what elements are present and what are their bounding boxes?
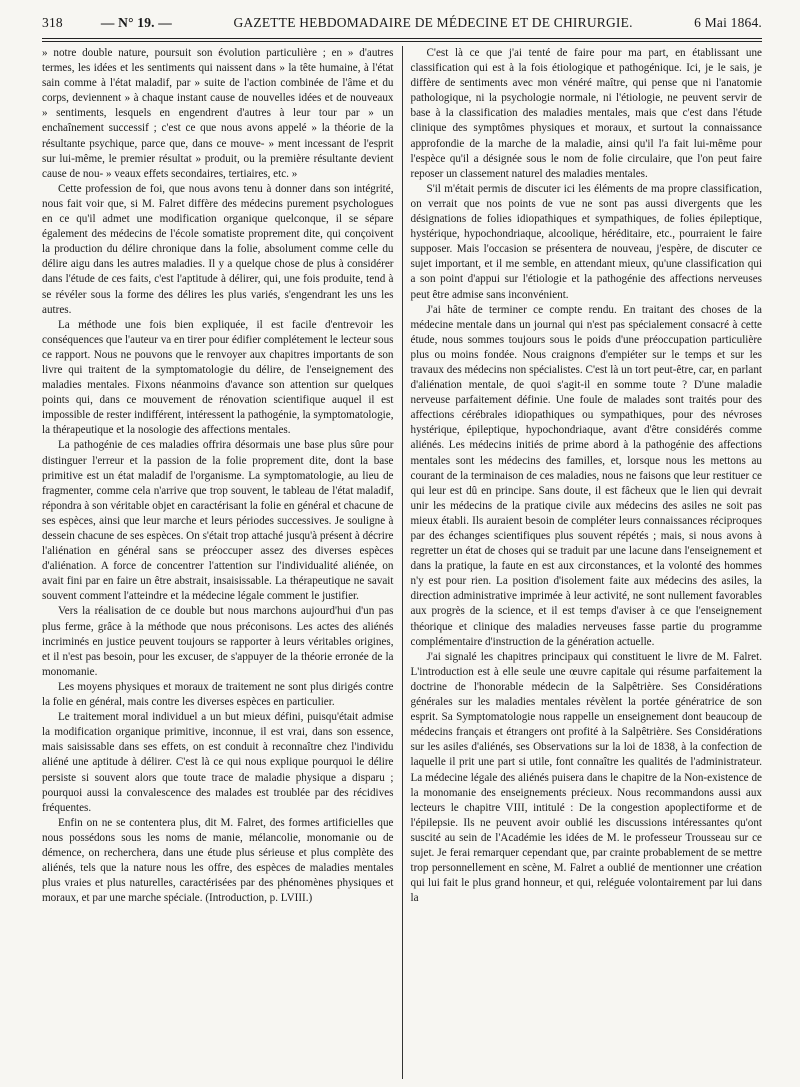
paragraph: Le traitement moral individuel a un but mieux défini, puisqu'était admise la modification organique primitive, inconnue, il est vrai, dans son essence, mais saisissable dans ses effets, on est conduit à reconnaître chez l'individu aliéné une aptitude à délirer. C'est là ce qui nous explique pourquoi le délire persiste si souvent alors que toute trace de maladie physique a disparu ; pourquoi aussi la convalescence des malades est troublée par des récidives fréquentes. [42, 711, 394, 814]
left-column [42, 46, 402, 1079]
paragraph: S'il m'était permis de discuter ici les éléments de ma propre classification, on verrait que nos points de vue ne sont pas aussi divergents que les désignations de folies idiopathiques et sympathiques, de folies épileptique, hystérique, hypochondriaque, alcoolique, héréditaire, etc., pourraient le faire supposer. Mais l'occasion se présentera de nouveau, j'espère, de discuter ce sujet important, et il me semble, en attendant mieux, qu'une classification qui a son point d'appui sur l'étiologie et la pathogénie des affections nerveuses peut être admise sans inconvénient. [410, 182, 762, 301]
paragraph: Vers la réalisation de ce double but nous marchons aujourd'hui d'un pas plus ferme, grâce à la méthode que nous préconisons. Les actes des aliénés incriminés en justice peuvent toujours se rapporter à leurs véritables origines, et il n'est pas besoin, pour les excuser, de s'appuyer de la théorie erronée de la monomanie. [42, 605, 394, 678]
paragraph: J'ai signalé les chapitres principaux qui constituent le livre de M. Falret. L'introduction est à elle seule une œuvre capitale qui résume parfaitement la doctrine de l'honorable médecin de la Salpêtrière. Ses Considérations générales sur les maladies mentales révèlent la portée génératrice de son esprit. Sa Symptomatologie nous rappelle un enseignement dont beaucoup de médecins français et étrangers ont profité à la Salpêtrière. Ses Considérations sur les asiles d'aliénés, ses Observations sur la loi de 1838, à la confection de laquelle il prit une part si utile, font connaître les qualités de l'administrateur. La médecine légale des aliénés puisera dans le chapitre de la Non-existence de la monomanie des enseignements précieux. Nous recommandons aussi aux lecteurs le chapitre VIII, intitulé : De la congestion apoplectiforme et de l'épilepsie. Ils ne peuvent avoir oublié les discussions intéressantes qu'ont suscité au sein de l'Académie les idées de M. le professeur Trousseau sur ce sujet. Je ferai remarquer cependant que, par crainte probablement de se mettre trop personnellement en scène, M. Falret a oublié de mentionner une création qui lui fait le plus grand honneur, et qui, reléguée volontairement par lui dans la [410, 650, 762, 905]
text-columns [42, 46, 762, 1079]
paragraph: La méthode une fois bien expliquée, il est facile d'entrevoir les conséquences que l'auteur va en tirer pour édifier complétement le lecteur sous ce rapport. Nous ne pouvons que le renvoyer aux chapitres importants de son livre qui traitent de la symptomatologie du délire, de l'enseignement des maladies mentales. Fixons néanmoins d'avance son attention sur quelques points qui, dans ce mouvement de rénovation scientifique auquel il est impossible de rester indifférent, intéressent la pathogénie, la symptomatologie, la thérapeutique et la nosologie des affections mentales. [42, 318, 394, 437]
right-column [402, 46, 763, 1079]
issue-number: — N° 19. — [100, 15, 173, 30]
paragraph: » notre double nature, poursuit son évolution particulière ; en » d'autres termes, les idées et les sentiments qui naissent dans » la tête humaine, à l'état sain comme à l'état maladif, par » suite de l'action combinée de l'âme et du corps, deviennent » à chaque instant cause de nouvelles idées et de nouveaux » sentiments, lesquels en engendrent d'autres à leur tour par » un enchaînement successif ; c'est ce que nous avons appelé » la théorie de la résultante psychique, parce que, dans ce mouve- » ment incessant de l'esprit sur lui-même, le premier résultat » produit, ou la première résultante devient cause de nou- » veaux effets secondaires, tertiaires, etc. » [42, 47, 394, 180]
paragraph: J'ai hâte de terminer ce compte rendu. En traitant des choses de la médecine mentale dans un journal qui n'est pas spécialement consacré à cette étude, nous sommes toujours sous le poids d'une préoccupation particulière plus ou moins fondée. Nous craignons d'empiéter sur le temps et sur les travaux des médecins non spécialistes. C'est là un tort peut-être, car, en parlant d'aliénation mentale, de quoi s'agit-il en somme toute ? D'une maladie nerveuse parfaitement définie. Une foule de malades sont traités pour des affections cérébrales idiopathiques ou sympathiques, pour des névroses hystérique, épileptique, hypochondriaque, avant d'être considérés comme aliénés. Les médecins initiés de prime abord à la pathogénie des affections mentales sont les médecins des familles, et, lorsque nous les mettons au courant de la terminaison de ces maladies, nous ne faisons que leur restituer ce qui leur est dû en principe. Sans doute, il est fâcheux que le lien qui devrait unir les médecins de la pratique civile aux médecins des asiles ne soit pas mieux établi. Ils auraient besoin de compléter leurs connaissances réciproques par des échanges scientifiques plus souvent répétés ; mais, si nous avons à regretter un état de choses qui se traduit par une lacune dans l'enseignement et dans la pratique, la faute en est aux circonstances, et la volonté des hommes n'y est pour rien. La position d'isolement faite aux médecins des asiles, la direction administrative imprimée à leur activité, ne sont nullement favorables aux progrès de la science, et il est temps d'aviser à ce que l'enseignement théorique et clinique des maladies nerveuses fasse partie du programme complémentaire d'instruction de la génération actuelle. [410, 303, 762, 648]
paragraph: Enfin on ne se contentera plus, dit M. Falret, des formes artificielles que nous possédons sous les noms de manie, mélancolie, monomanie ou de démence, on recherchera, dans une étude plus sérieuse et plus complète des aliénés, tels que la nature nous les offre, des espèces de maladies mentales plus vraies et plus naturelles, caractérisées par des phénomènes physiques et moraux, et par une marche spéciale. (Introduction, p. LVIII.) [42, 816, 394, 905]
header-rule [42, 38, 762, 42]
paragraph: Les moyens physiques et moraux de traitement ne sont plus dirigés contre la folie en général, mais contre les diverses espèces en particulier. [42, 680, 394, 709]
page-header [42, 10, 762, 36]
paragraph: Cette profession de foi, que nous avons tenu à donner dans son intégrité, nous fait voir que, si M. Falret diffère des médecins purement psychologues en ce qu'il admet une modification organique quelconque, il se sépare également des médecins de l'école somatiste proprement dite, qui conçoivent la production du délire chronique dans la folie, absolument comme celle du délire aigu dans les autres maladies. Il y a quelque chose de plus à considérer dans l'étude de ces faits, c'est l'aptitude à délirer, qui, une fois produite, tend à se révéler sous la forme des délires les plus variés, s'engendrant les uns les autres. [42, 182, 394, 316]
page-number: 318 [42, 15, 63, 30]
paragraph: La pathogénie de ces maladies offrira désormais une base plus sûre pour distinguer l'erreur et la passion de la folie proprement dite, dont la base primitive est un état maladif de l'organisme. La symptomatologie, au lieu de fragmenter, comme cela n'arrive que trop souvent, le tableau de l'état maladif, répondra à son véritable objet en caractérisant la folie en général et chacune de ses espèces, ainsi que leur marche et leurs périodes successives. Je souligne à dessein chacune de ses espèces. On s'était trop attaché jusqu'à présent à décrire l'aliénation en général sans se préoccuper assez des diverses espèces d'aliénation. A force de concentrer l'attention sur l'individualité aliénée, on avait fini par en faire un être abstrait, insaisissable. La thérapeutique ne savait souvent comment l'atteindre et la médecine légale comment le justifier. [42, 439, 394, 603]
issue-date: 6 Mai 1864. [694, 15, 762, 30]
paragraph: C'est là ce que j'ai tenté de faire pour ma part, en établissant une classification qui est à la fois étiologique et pathogénique. Ici, je le sais, je diffère de sentiments avec mon vénéré maître, qui pense que ni l'anatomie pathologique, ni la psychologie normale, ni l'étiologie, ne peuvent servir de base à la classification des maladies mentales, mais que c'est dans l'étude clinique des symptômes physiques et moraux, et surtout la connaissance approfondie de la marche de la maladie, ainsi qu'il l'a fait lui-même pour l'espèce qu'il a désignée sous le nom de folie circulaire, que l'on peut faire reposer un classement naturel des maladies mentales. [410, 47, 762, 180]
journal-title: GAZETTE HEBDOMADAIRE DE MÉDECINE ET DE CHIRURGIE. [233, 15, 633, 30]
